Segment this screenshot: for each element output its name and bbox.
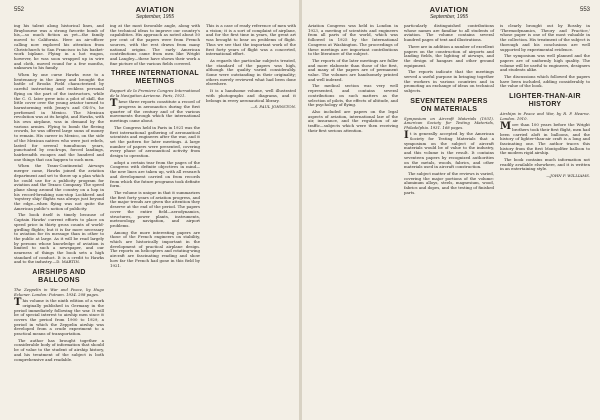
review-byline: Symposium on Aircraft Materials (1931). American Society for Testing Materials, Philadelphia. 1931. 168 pages.	[404, 115, 494, 130]
column-3	[500, 24, 590, 197]
running-title: AVIATION	[135, 5, 175, 14]
paragraph: When by one curse Hawks rose to a lieutenancy in the Army and brought the battle of Brooks Field characterized by careful instructing and reckless personal flying on the part of the instructors, while the C. G. later grew into a pilot of skill, the little cover over the young aviator turned to barnstorming with Jenny's and OX-5's, he performed in Mexico. The Mexican revolution was at its height, and Hawks, with his own airplane, was in demand by the various armies. Flying to bomb the fleeing crowds, he was offered large sums of money to remain. His career in Mexico, on the side of the Mexican natives who were just rebels, lasted for several tumultuous years, punctuated by crack-ups, forced landings, hairbreadth escapes and the hundred and one things that can happen to such men.	[14, 72, 104, 162]
right-page	[302, 0, 600, 420]
paragraph: particularly distinguished contributions whose names are familiar to all students of aviation. The volume contains several hundred pages of text and illustrations.	[404, 23, 494, 43]
review-byline: Airships in Peace and War, by R. P. Hearne. London. 1910.	[500, 111, 590, 121]
paragraph: The subject matter of the reviews is varied, covering the major portions of the volume: aluminum alloys, steels, magnesium, wood, fabrics and dopes, and the testing of finished parts.	[404, 170, 494, 195]
paragraph: These three reports constitute a record of progress in aeronautics during the first quarter of the century and of the various movements through which the international meetings came about.	[110, 98, 200, 124]
paragraph: Among the more interesting papers are those of the French engineers on stability, which are historically important in the development of practical airplane design. The reports on helicopters and rotating-wing aircraft are fascinating reading and show how far the French had gone in this field by 1921.	[110, 229, 200, 268]
paragraph: The book itself is timely because of Captain Hawks' current efforts to place on speed price in thirty gross counts of world-girdling flights; but it is far more necessary to aviation for its message than in other to the public at large. As it will be read largely by persons whose knowledge of aviation is limited to such a newspaper, and our nearness of things the book sets a high standard of conduct. It is a credit to Hawks and to the industry.—D. MARTIN.	[14, 212, 104, 265]
page-number: 553	[579, 7, 590, 13]
paragraph: ing his talent along historical lines, and Braybourne was a strong favorite bomb of his,—so much fiction as yet—the family moved to California. Here an air-officer calling now explored his attention from Christchurch to San Francisco in his basket-work biplane. Flying in a hot wagon, however, he was soon wrapped up in wire and cloth, moved round for a few months, unknown to his family.	[14, 23, 104, 71]
paragraph: is clearly brought out by Rossby in 'Thermodynamics, Theory and Practice,' whose paper is one of the most valuable in the collection. His treatment of the subject is thorough and his conclusions are well supported by experimental evidence.	[500, 23, 590, 52]
paragraph: The symposium was well planned and the papers are of uniformly high quality. The volume will be useful to engineers, designers and students alike.	[500, 53, 590, 73]
page-number: 552	[14, 7, 25, 13]
paragraph: The author has brought together a considerable body of information that should be of value to the student of airship history, and his treatment of the subject is both comprehensive and readable.	[14, 337, 104, 362]
section-heading: AIRSHIPS AND BALLOONS	[32, 269, 86, 285]
paragraph: adopt a certain tear from the pages of the Congress with definite objectives in mind—the new lines are taken up, with all research and development carried on from records from which the future programs took definite form.	[110, 159, 200, 189]
paragraph: When the Trans-Continental Airways merger came, Hawks joined the aviation department and set to throw up a plan which he could use for a publicity program for aviation and the Texaco Company. The speed plane slung around the country on a hop in his record-breaking non-stop Lockheed and 'mystery ship' flights was always just beyond the edge—when flying was not quite the American public's notion of publicity.	[14, 163, 104, 211]
paragraph: The reports indicate that the meetings served a useful purpose in bringing together the workers in various countries and in promoting an exchange of ideas on technical subjects.	[404, 69, 494, 94]
paragraph: ing at the most favorable angle, along with the technical ideas to improve our country's capabilities. His approach as noted about 50 per cent of the papers were from French sources, with the rest drawn from many national origins. The early American contributions came from men like Wright and Langley—these have shown their work a fine picture of the various fields covered.	[110, 23, 200, 66]
paragraph: As regards the particular subjects treated, the standard of the papers was high, although the quality varied considerably. Some were outstanding in their originality; others merely reviewed what had been done elsewhere.	[206, 57, 296, 87]
paragraph: The reports of the later meetings are fuller and more elaborate than those of the first, and many of the papers are of permanent value. The volumes are handsomely printed and well indexed.	[308, 57, 398, 82]
paragraph: More than 100 years before the Wright brothers took their first flight, men had been carried aloft in balloons, and the history of lighter-than-air craft is a long and fascinating one. The author traces this history from the first Montgolfier balloon to the modern rigid airship.	[500, 121, 590, 156]
paragraph: Also included are papers on the legal aspects of aviation, international law of the air, insurance, and the regulation of air traffic—subjects which were then receiving their first serious attention.	[308, 108, 398, 133]
paragraph: Aviation Congress was held in London in 1923, a meeting of scientists and engineers from all parts of the world, which was followed in 1925 by the International Congress at Washington. The proceedings of these meetings are important contributions to the literature of the subject.	[308, 23, 398, 57]
section-heading: LIGHTER-THAN-AIR HISTORY	[509, 93, 581, 109]
running-title: AVIATION	[429, 5, 469, 14]
section-heading: SEVENTEEN PAPERS ON MATERIALS	[410, 97, 488, 113]
review-byline: The Zeppelin in War and Peace, by Hugo Eckener. London: Putnam. 1934. 208 pages.	[14, 287, 104, 297]
paragraph: There are in addition a number of excellent papers on the construction of airports and landing fields, the lighting of airways, and the design of hangars and other ground equipment.	[404, 43, 494, 68]
column-1	[14, 24, 104, 364]
signature: —S. PAUL JOHNSTON.	[250, 104, 296, 110]
column-3	[206, 24, 296, 364]
signature: —JOHN P. WILLIAMS.	[546, 173, 590, 179]
paragraph: This is a case of ready reference of men with a vision; it is a sort of complaint of airplane, and for the first time in years, the great art was brought to bear on problems of flight. Thus we see that the important work of the first forty years of flight was a concerted, international effort.	[206, 23, 296, 57]
issue-date: September, 1955	[429, 14, 469, 20]
paragraph: It is generally accepted by the American Society for Testing Materials that a symposium on the subject of aircraft materials would be of value to the industry, and this volume is the result. It contains seventeen papers by recognized authorities on the metals, woods, fabrics, and other materials used in aircraft construction.	[404, 130, 494, 170]
column-2	[404, 24, 494, 197]
paragraph: The book contains much information not readily available elsewhere, and it is written in an entertaining style.	[500, 157, 590, 172]
issue-date: September, 1955	[135, 14, 175, 20]
paragraph: The volume is unique in that it summarizes the first forty years of aviation progress, and the major trends are given the attention they deserve at the end of the period. The papers cover the entire field—aerodynamics, structures, power plants, instruments, meteorology, navigation, and airport problems.	[110, 189, 200, 228]
paragraph: The medical section was very well represented, and contains several contributions on such matters as the selection of pilots, the effects of altitude, and the psychology of flying.	[308, 83, 398, 108]
paragraph: The Congress held in Paris in 1921 was the first international gathering of aeronautical scientists and engineers after the war, and it set the pattern for later meetings. A large number of papers were presented, covering every phase of aeronautical activity from design to operation.	[110, 124, 200, 159]
paragraph: This volume is the ninth edition of a work originally published in Germany in the period immediately following the war. It will be of special interest to airship men since it covers the period from 1900 to 1929, a period in which the Zeppelin airship was developed from a crude experiment to a practical means of transportation.	[14, 297, 104, 337]
review-byline: Rapport de la Premiere Congres International de la Navigation Aerienne. Paris, 1921.	[110, 88, 200, 98]
running-head-left	[14, 4, 296, 24]
column-2	[110, 24, 200, 364]
running-head-right	[308, 4, 590, 24]
paragraph: It is a handsome volume, well illustrated with photographs and diagrams, and it belongs in every aeronautical library.	[206, 88, 296, 103]
paragraph: The discussions which followed the papers have been included, adding considerably to the value of the book.	[500, 74, 590, 89]
section-heading: THREE INTERNATIONAL MEETINGS	[110, 70, 199, 86]
column-1	[308, 24, 398, 197]
